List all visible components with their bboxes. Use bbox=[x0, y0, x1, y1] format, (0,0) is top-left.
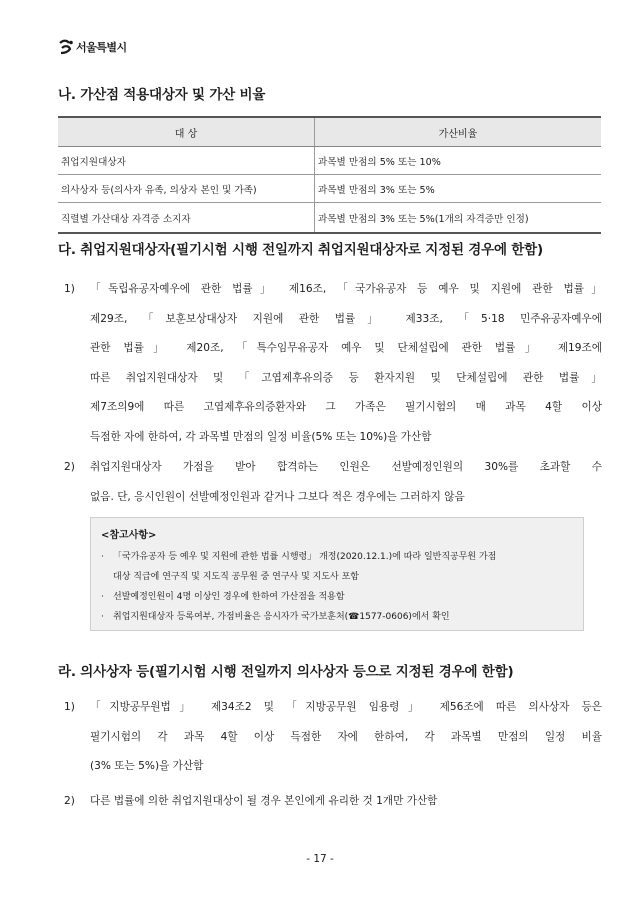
table-header-rate: 가산비율 bbox=[315, 117, 602, 147]
table-cell: 과목별 만점의 5% 또는 10% bbox=[315, 147, 602, 175]
seoul-logo-icon bbox=[58, 39, 74, 55]
table-header-row bbox=[58, 117, 601, 147]
table-cell: 직렬별 가산대상 자격증 소지자 bbox=[58, 203, 315, 234]
section-heading-da: 다. 취업지원대상자(필기시험 시행 전일까지 취업지원대상자로 지정된 경우에 한함) bbox=[58, 242, 543, 258]
item-number: 1) bbox=[64, 701, 75, 713]
note-title: <참고사항> bbox=[101, 530, 157, 541]
table-cell: 취업지원대상자 bbox=[58, 147, 315, 175]
item-number: 2) bbox=[64, 795, 75, 807]
note-item-continued: 대상 직급에 연구직 및 지도직 공무원 중 연구사 및 지도사 포함 bbox=[113, 572, 359, 582]
page-number: - 17 - bbox=[306, 853, 334, 865]
paragraph-line: (3% 또는 5%)을 가산함 bbox=[90, 760, 204, 772]
bullet-icon: · bbox=[101, 552, 104, 562]
seoul-logo bbox=[58, 38, 127, 56]
paragraph-line: 「독립유공자예우에 관한 법률」 제16조, 「국가유공자 등 예우 및 지원에 관한 법률」 bbox=[90, 283, 602, 295]
table-cell: 의사상자 등(의사자 유족, 의상자 본인 및 가족) bbox=[58, 175, 315, 203]
paragraph-line: 다른 법률에 의한 취업지원대상이 될 경우 본인에게 유리한 것 1개만 가산함 bbox=[90, 795, 438, 807]
bullet-icon: · bbox=[101, 612, 104, 622]
paragraph-line: 제29조, 「보훈보상대상자 지원에 관한 법률」 제33조, 「5·18 민주유공자예우에 bbox=[90, 312, 602, 325]
note-item: · 취업지원대상자 등록여부, 가점비율은 응시자가 국가보훈처(☎1577-0606)에서 확인 bbox=[101, 612, 450, 622]
bullet-icon: · bbox=[101, 592, 104, 602]
table-row bbox=[58, 203, 601, 234]
reference-note-box bbox=[90, 517, 584, 631]
table-cell: 과목별 만점의 3% 또는 5% bbox=[315, 175, 602, 203]
logo-text: 서울특별시 bbox=[76, 41, 127, 54]
paragraph-line: 관한 법률」 제20조, 「특수임무유공자 예우 및 단체설립에 관한 법률」 제19조에 bbox=[90, 342, 602, 354]
paragraph-line: 없음. 단, 응시인원이 선발예정인원과 같거나 그보다 적은 경우에는 그러하지 않음 bbox=[90, 490, 465, 503]
paragraph-line: 취업지원대상자 가점을 받아 합격하는 인원은 선발예정인원의 30%를 초과할 수 bbox=[90, 461, 602, 473]
bonus-rate-table bbox=[58, 116, 601, 234]
paragraph-line: 제7조의9에 따른 고엽제후유의증환자와 그 가족은 필기시험의 매 과목 4할 이상 bbox=[90, 401, 602, 413]
table-row bbox=[58, 147, 601, 175]
item-number: 1) bbox=[64, 283, 75, 295]
table-cell: 과목별 만점의 3% 또는 5%(1개의 자격증만 인정) bbox=[315, 203, 602, 234]
table-row bbox=[58, 175, 601, 203]
note-item: · 선발예정인원이 4명 이상인 경우에 한하여 가산점을 적용함 bbox=[101, 592, 345, 602]
paragraph-line: 득점한 자에 한하여, 각 과목별 만점의 일정 비율(5% 또는 10%)을 가산함 bbox=[90, 430, 432, 443]
note-item: · 「국가유공자 등 예우 및 지원에 관한 법률 시행령」 개정(2020.12.1.)에 따라 일반직공무원 가점 bbox=[101, 552, 497, 562]
paragraph-line: 필기시험의 각 과목 4할 이상 득점한 자에 한하여, 각 과목별 만점의 일정 비율 bbox=[90, 730, 602, 743]
paragraph-line: 따른 취업지원대상자 및 「고엽제후유의증 등 환자지원 및 단체설립에 관한 법률」 bbox=[90, 371, 602, 384]
section-heading-na: 나. 가산점 적용대상자 및 가산 비율 bbox=[58, 87, 266, 103]
section-heading-ra: 라. 의사상자 등(필기시험 시행 전일까지 의사상자 등으로 지정된 경우에 한함) bbox=[58, 664, 514, 680]
table-header-target: 대 상 bbox=[58, 117, 315, 147]
item-number: 2) bbox=[64, 461, 75, 473]
paragraph-line: 「지방공무원법」 제34조2 및 「지방공무원 임용령」 제56조에 따른 의사상자 등은 bbox=[90, 701, 602, 713]
